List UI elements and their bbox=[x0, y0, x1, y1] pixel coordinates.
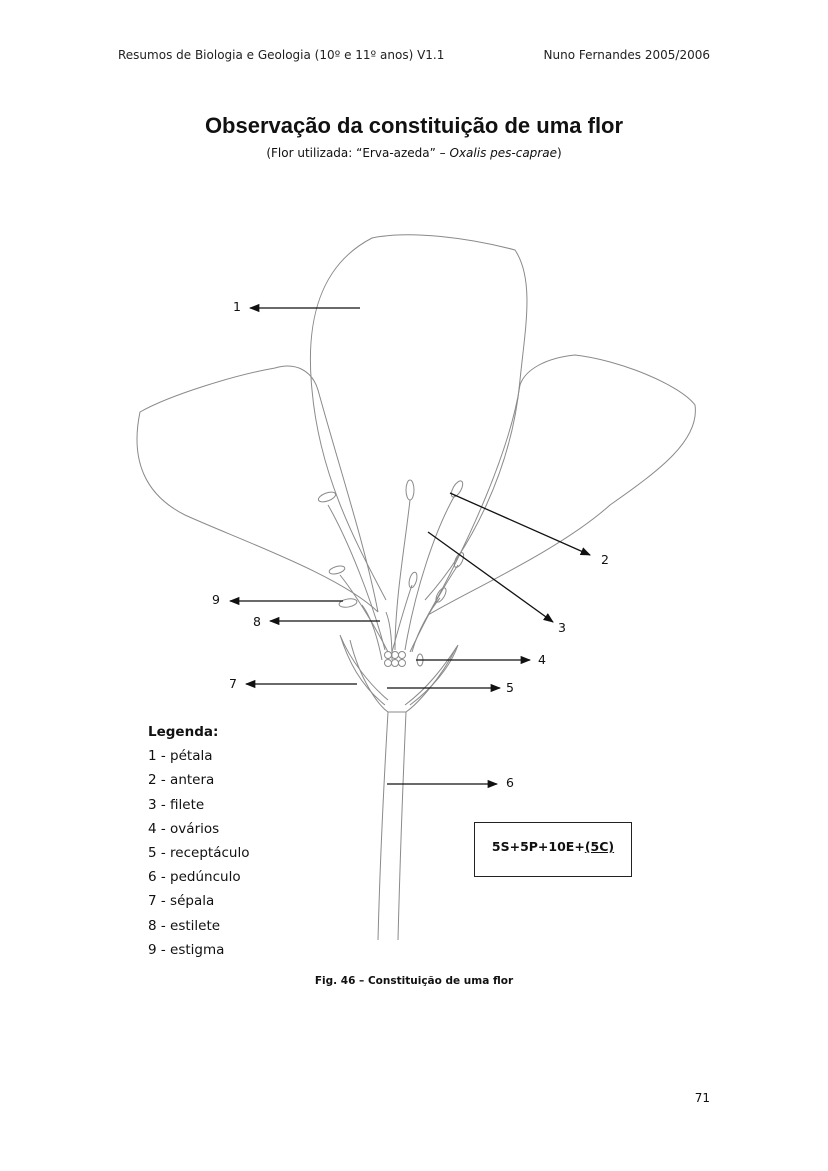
legend-title: Legenda: bbox=[148, 724, 219, 740]
label-3: 3 bbox=[558, 620, 566, 635]
subtitle-prefix: (Flor utilizada: “Erva-azeda” – bbox=[266, 146, 450, 160]
label-7: 7 bbox=[229, 676, 237, 691]
label-8: 8 bbox=[253, 614, 261, 629]
petal-top bbox=[310, 235, 527, 600]
sepal-right bbox=[405, 645, 458, 705]
anther-4 bbox=[328, 565, 345, 576]
floral-formula-carpels: (5C) bbox=[584, 839, 615, 854]
anther-2 bbox=[406, 480, 414, 500]
legend bbox=[148, 720, 249, 962]
subtitle-species: Oxalis pes-caprae bbox=[449, 146, 557, 160]
page-number: 71 bbox=[694, 1091, 710, 1105]
label-5: 5 bbox=[506, 680, 514, 695]
anther-6 bbox=[408, 571, 419, 588]
legend-item: 5 - receptáculo bbox=[148, 845, 250, 862]
subtitle-suffix: ) bbox=[556, 146, 562, 160]
arrow-3 bbox=[428, 532, 553, 622]
stigma bbox=[338, 597, 357, 608]
filament-6 bbox=[392, 585, 412, 652]
legend-item: 3 - filete bbox=[148, 796, 205, 813]
petal-right bbox=[428, 355, 695, 615]
filament-4 bbox=[340, 575, 388, 652]
label-4: 4 bbox=[538, 652, 546, 667]
floral-formula-box bbox=[474, 822, 632, 877]
legend-item: 9 - estigma bbox=[148, 941, 225, 958]
label-9: 9 bbox=[212, 592, 220, 607]
legend-item: 6 - pedúnculo bbox=[148, 869, 241, 886]
header-title: Resumos de Biologia e Geologia (10º e 11º anos) V1.1 bbox=[118, 48, 445, 62]
legend-item: 8 - estilete bbox=[148, 917, 221, 934]
peduncle bbox=[378, 712, 406, 940]
figure-caption: Fig. 46 – Constituição de uma flor bbox=[314, 975, 514, 987]
sepal-left bbox=[340, 635, 388, 705]
arrow-2 bbox=[450, 493, 590, 555]
legend-item: 7 - sépala bbox=[148, 893, 215, 910]
filament-7 bbox=[412, 598, 440, 652]
floral-formula: 5S+5P+10E+ bbox=[491, 839, 585, 854]
header-author: Nuno Fernandes 2005/2006 bbox=[543, 48, 710, 62]
legend-item: 1 - pétala bbox=[148, 748, 213, 765]
petal-left bbox=[137, 366, 378, 612]
anther-7 bbox=[434, 586, 448, 603]
legend-item: 4 - ovários bbox=[148, 820, 220, 837]
legend-item: 2 - antera bbox=[148, 772, 215, 789]
anther-1 bbox=[317, 490, 337, 504]
label-2: 2 bbox=[601, 552, 609, 567]
label-6: 6 bbox=[506, 775, 514, 790]
label-1: 1 bbox=[233, 299, 241, 314]
filament-2 bbox=[395, 500, 410, 650]
page-title: Observação da constituição de uma flor bbox=[204, 113, 624, 138]
filament-1 bbox=[328, 505, 385, 650]
